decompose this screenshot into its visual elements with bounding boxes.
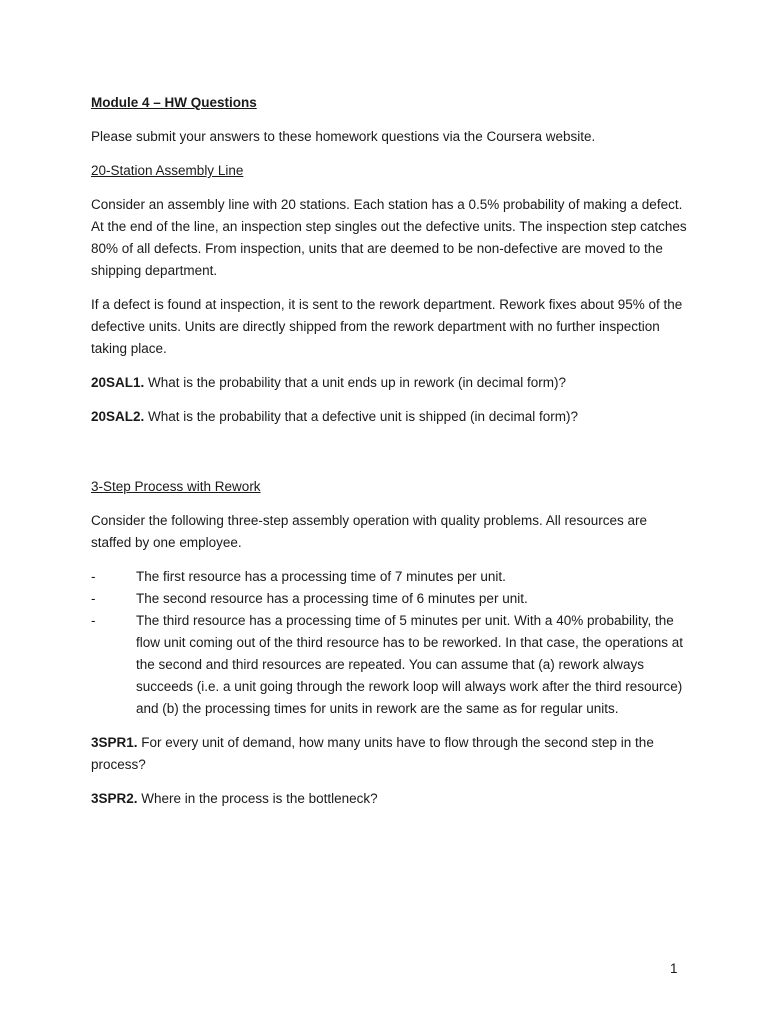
list-item-text: The first resource has a processing time of 7 minutes per unit. [136, 569, 506, 584]
assembly-line-paragraph-1: Consider an assembly line with 20 stations. Each station has a 0.5% probability of making a defect. At the end of the line, an inspection step singles out the defective units. The inspection step catches 80% of all defects. From inspection, units that are deemed to be non-defective are moved to the shipping department. [91, 197, 687, 278]
bullet-dash: - [91, 613, 96, 628]
bullet-dash: - [91, 591, 96, 606]
rework-process-paragraph: Consider the following three-step assembly operation with quality problems. All resources are staffed by one employee. [91, 513, 648, 550]
list-item [91, 588, 691, 610]
question-3spr2 [91, 788, 691, 810]
resource-list [91, 566, 691, 720]
question-20sal2 [91, 406, 691, 428]
question-id: 3SPR2. [91, 791, 138, 806]
intro-text: Please submit your answers to these homework questions via the Coursera website. [91, 129, 596, 144]
section-heading-rework-process: 3-Step Process with Rework [91, 479, 261, 494]
question-3spr1 [91, 732, 691, 776]
bullet-dash: - [91, 569, 96, 584]
question-id: 3SPR1. [91, 735, 138, 750]
document-page [91, 92, 691, 810]
question-20sal1 [91, 372, 691, 394]
list-item [91, 610, 691, 720]
question-text: What is the probability that a unit ends up in rework (in decimal form)? [144, 375, 566, 390]
assembly-line-paragraph-2: If a defect is found at inspection, it is sent to the rework department. Rework fixes about 95% of the defective units. Units are directly shipped from the rework department with no further inspection taking place. [91, 297, 683, 356]
page-number: 1 [670, 961, 678, 976]
question-text: What is the probability that a defective unit is shipped (in decimal form)? [144, 409, 578, 424]
document-title: Module 4 – HW Questions [91, 95, 257, 110]
question-id: 20SAL1. [91, 375, 145, 390]
question-text: For every unit of demand, how many units have to flow through the second step in the process? [91, 735, 654, 772]
list-item-text: The third resource has a processing time of 5 minutes per unit. With a 40% probability, the flow unit coming out of the third resource has to be reworked. In that case, the operations at the second and third resources are repeated. You can assume that (a) rework always succeeds (i.e. a unit going through the rework loop will always work after the third resource) and (b) the processing times for units in rework are the same as for regular units. [136, 613, 684, 716]
list-item [91, 566, 691, 588]
section-heading-assembly-line: 20-Station Assembly Line [91, 163, 244, 178]
question-text: Where in the process is the bottleneck? [137, 791, 378, 806]
question-id: 20SAL2. [91, 409, 145, 424]
list-item-text: The second resource has a processing time of 6 minutes per unit. [136, 591, 528, 606]
